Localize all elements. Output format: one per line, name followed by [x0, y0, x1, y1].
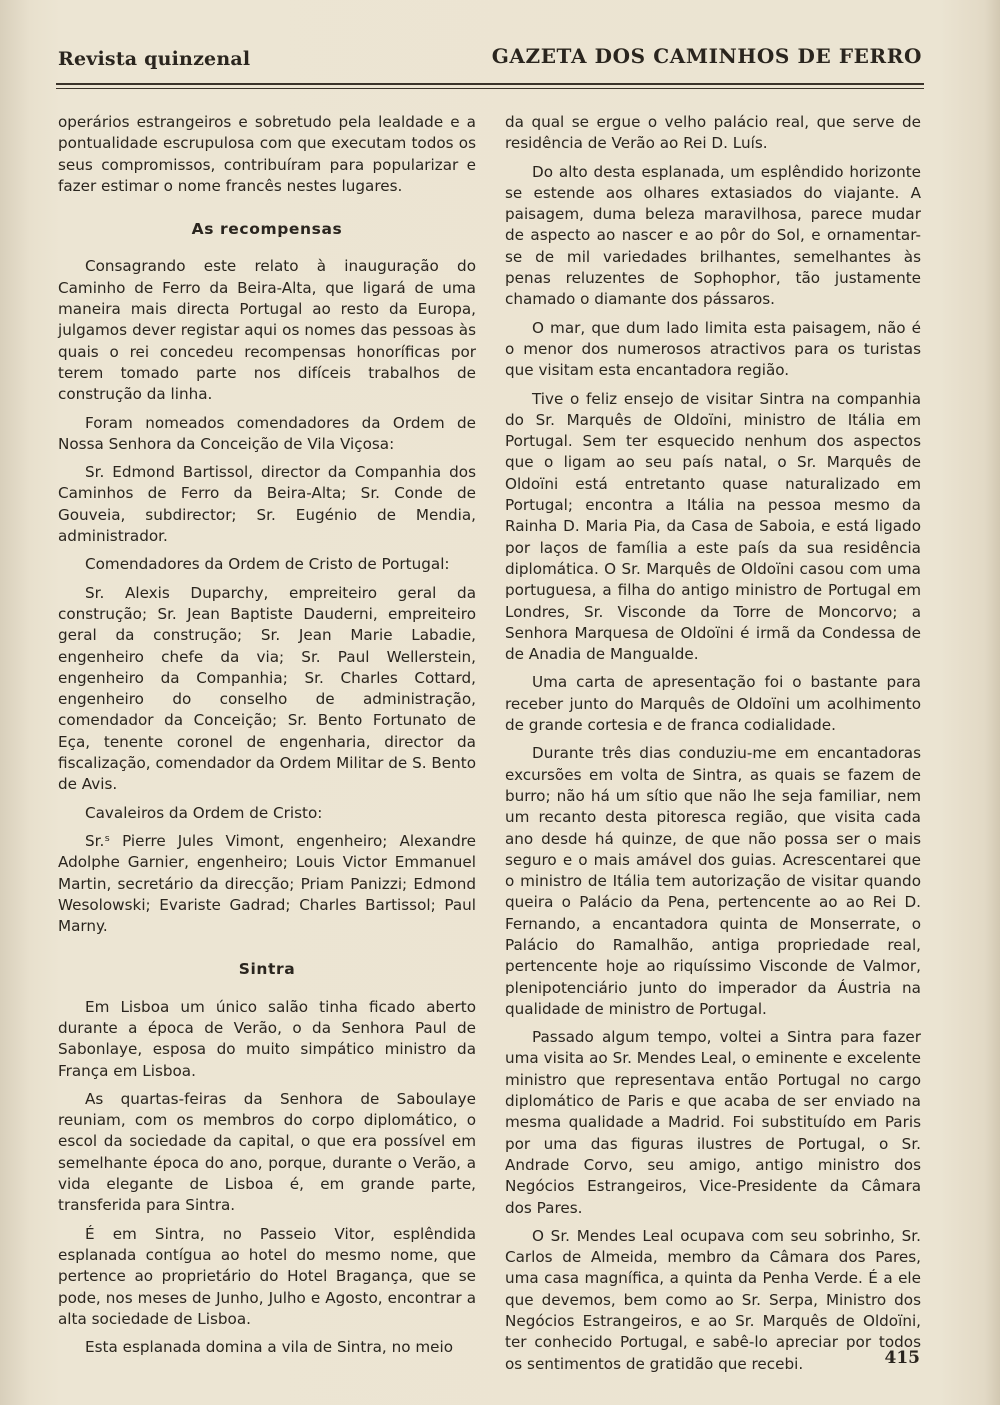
paragraph: Sr. Alexis Duparchy, empreiteiro geral da construção; Sr. Jean Baptiste Dauderni, empreiteiro geral da construção; Sr. Jean Marie Labadie, engenheiro chefe da via; Sr. Paul Wellerstein, engenheiro da Companhia; Sr. Charles Cottard, engenheiro do conselho de administração, comendador da Conceição; Sr. Bento Fortunato de Eça, tenente coronel de engenharia, director da fiscalização, comendador da Ordem Militar de S. Bento de Avis.	[58, 583, 476, 794]
running-header-title: GAZETA DOS CAMINHOS DE FERRO	[491, 44, 922, 68]
paragraph: Do alto desta esplanada, um esplêndido horizonte se estende aos olhares extasiados do viajante. A paisagem, duma beleza maravilhosa, parece mudar de aspecto ao nascer e ao pôr do Sol, e ornamentar-se de mil variedades brilhantes, semelhantes às penas reluzentes de Sophophor, tão justamente chamado o diamante dos pássaros.	[505, 162, 921, 309]
header-rule-thin	[56, 88, 924, 89]
section-heading-sintra: Sintra	[238, 960, 296, 979]
paragraph: Esta esplanada domina a vila de Sintra, no meio	[85, 1338, 453, 1357]
paragraph: Foram nomeados comendadores da Ordem de Nossa Senhora da Conceição de Vila Viçosa:	[58, 413, 476, 453]
paragraph: Passado algum tempo, voltei a Sintra para fazer uma visita ao Sr. Mendes Leal, o eminente e excelente ministro que representava então Portugal no cargo diplomático de Paris e que acaba de ser enviado na mesma qualidade a Madrid. Foi substituído em Paris por uma das figuras ilustres de Portugal, o Sr. Andrade Corvo, seu amigo, antigo ministro dos Negócios Estrangeiros, Vice-Presidente da Câmara dos Pares.	[505, 1028, 921, 1217]
paragraph: Cavaleiros da Ordem de Cristo:	[85, 803, 323, 822]
paragraph: As quartas-feiras da Senhora de Saboulaye reuniam, com os membros do corpo diplomático, o escol da sociedade da capital, o que era possível em semelhante época do ano, porque, durante o Verão, a vida elegante de Lisboa é, em grande parte, transferida para Sintra.	[58, 1089, 476, 1215]
left-column	[58, 112, 476, 1365]
paragraph: Consagrando este relato à inauguração do Caminho de Ferro da Beira-Alta, que ligará de uma maneira mais directa Portugal ao resto da Europa, julgamos dever registar aqui os nomes das pessoas às quais o rei concedeu recompensas honoríficas por terem tomado parte nos difíceis trabalhos de construção da linha.	[58, 257, 476, 404]
paragraph: O mar, que dum lado limita esta paisagem, não é o menor dos numerosos atractivos para os turistas que visitam esta encantadora região.	[505, 318, 921, 380]
header-rule	[56, 83, 924, 85]
paragraph: É em Sintra, no Passeio Vitor, esplêndida esplanada contígua ao hotel do mesmo nome, que pertence ao proprietário do Hotel Bragança, que se pode, nos meses de Junho, Julho e Agosto, encontrar a alta sociedade de Lisboa.	[58, 1224, 476, 1328]
paragraph: Sr.ˢ Pierre Jules Vimont, engenheiro; Alexandre Adolphe Garnier, engenheiro; Louis Victor Emmanuel Martin, secretário da direcção; Priam Panizzi; Edmond Wesolowski; Evariste Gadrad; Charles Bartissol; Paul Marny.	[58, 831, 476, 936]
paragraph: operários estrangeiros e sobretudo pela lealdade e a pontualidade escrupulosa com que executam todos os seus compromissos, contribuíram para popularizar e fazer estimar o nome francês nestes lugares.	[58, 113, 476, 195]
page-number: 415	[884, 1348, 920, 1368]
paragraph: Uma carta de apresentação foi o bastante para receber junto do Marquês de Oldoïni um acolhimento de grande cortesia e de franca codialidade.	[505, 673, 921, 735]
paragraph: Durante três dias conduziu-me em encantadoras excursões em volta de Sintra, as quais se fazem de burro; não há um sítio que não lhe seja familiar, nem um recanto desta pitoresca região, que visita cada ano desde há quinze, de que não possa ser o mais seguro e o mais amável dos guias. Acrescentarei que o ministro de Itália tem autorização de visitar quando queira o Palácio da Pena, pertencente ao ao Rei D. Fernando, a encantadora quinta de Monserrate, o Palácio do Ramalhão, antiga propriedade real, pertencente hoje ao riquíssimo Visconde de Valmor, plenipotenciário junto do imperador da Áustria na qualidade de ministro de Portugal.	[505, 744, 921, 1018]
section-heading-recompensas: As recompensas	[191, 220, 343, 239]
paragraph: Em Lisboa um único salão tinha ficado aberto durante a época de Verão, o da Senhora Paul de Sabonlaye, esposa do muito simpático ministro da França em Lisboa.	[58, 997, 476, 1080]
paragraph: da qual se ergue o velho palácio real, que serve de residência de Verão ao Rei D. Luís.	[505, 113, 921, 153]
right-column	[505, 112, 921, 1382]
paragraph: Comendadores da Ordem de Cristo de Portugal:	[85, 555, 450, 574]
running-header-left: Revista quinzenal	[58, 48, 251, 70]
paragraph: Tive o feliz ensejo de visitar Sintra na companhia do Sr. Marquês de Oldoïni, ministro de Itália em Portugal. Sem ter esquecido nenhum dos aspectos que o ligam ao seu país natal, o Sr. Marquês de Oldoïni está entretanto quase naturalizado em Portugal; encontra a Itália na pessoa mesmo da Rainha D. Maria Pia, da Casa de Saboia, e está ligado por laços de família a este país da sua residência diplomática. O Sr. Marquês de Oldoïni casou com uma portuguesa, a filha do antigo ministro de Portugal em Londres, Sr. Visconde da Torre de Moncorvo; a Senhora Marquesa de Oldoïni é irmã da Condessa de de Anadia de Mangualde.	[505, 389, 921, 664]
paragraph: Sr. Edmond Bartissol, director da Companhia dos Caminhos de Ferro da Beira-Alta; Sr. Conde de Gouveia, subdirector; Sr. Eugénio de Mendia, administrador.	[58, 463, 476, 546]
paragraph: O Sr. Mendes Leal ocupava com seu sobrinho, Sr. Carlos de Almeida, membro da Câmara dos Pares, uma casa magnífica, a quinta da Penha Verde. É a ele que devemos, bem como ao Sr. Serpa, Ministro dos Negócios Estrangeiros, e ao Sr. Marquês de Oldoïni, ter conhecido Portugal, e sabê-lo apreciar por todos os sentimentos de gratidão que recebi.	[505, 1226, 921, 1373]
